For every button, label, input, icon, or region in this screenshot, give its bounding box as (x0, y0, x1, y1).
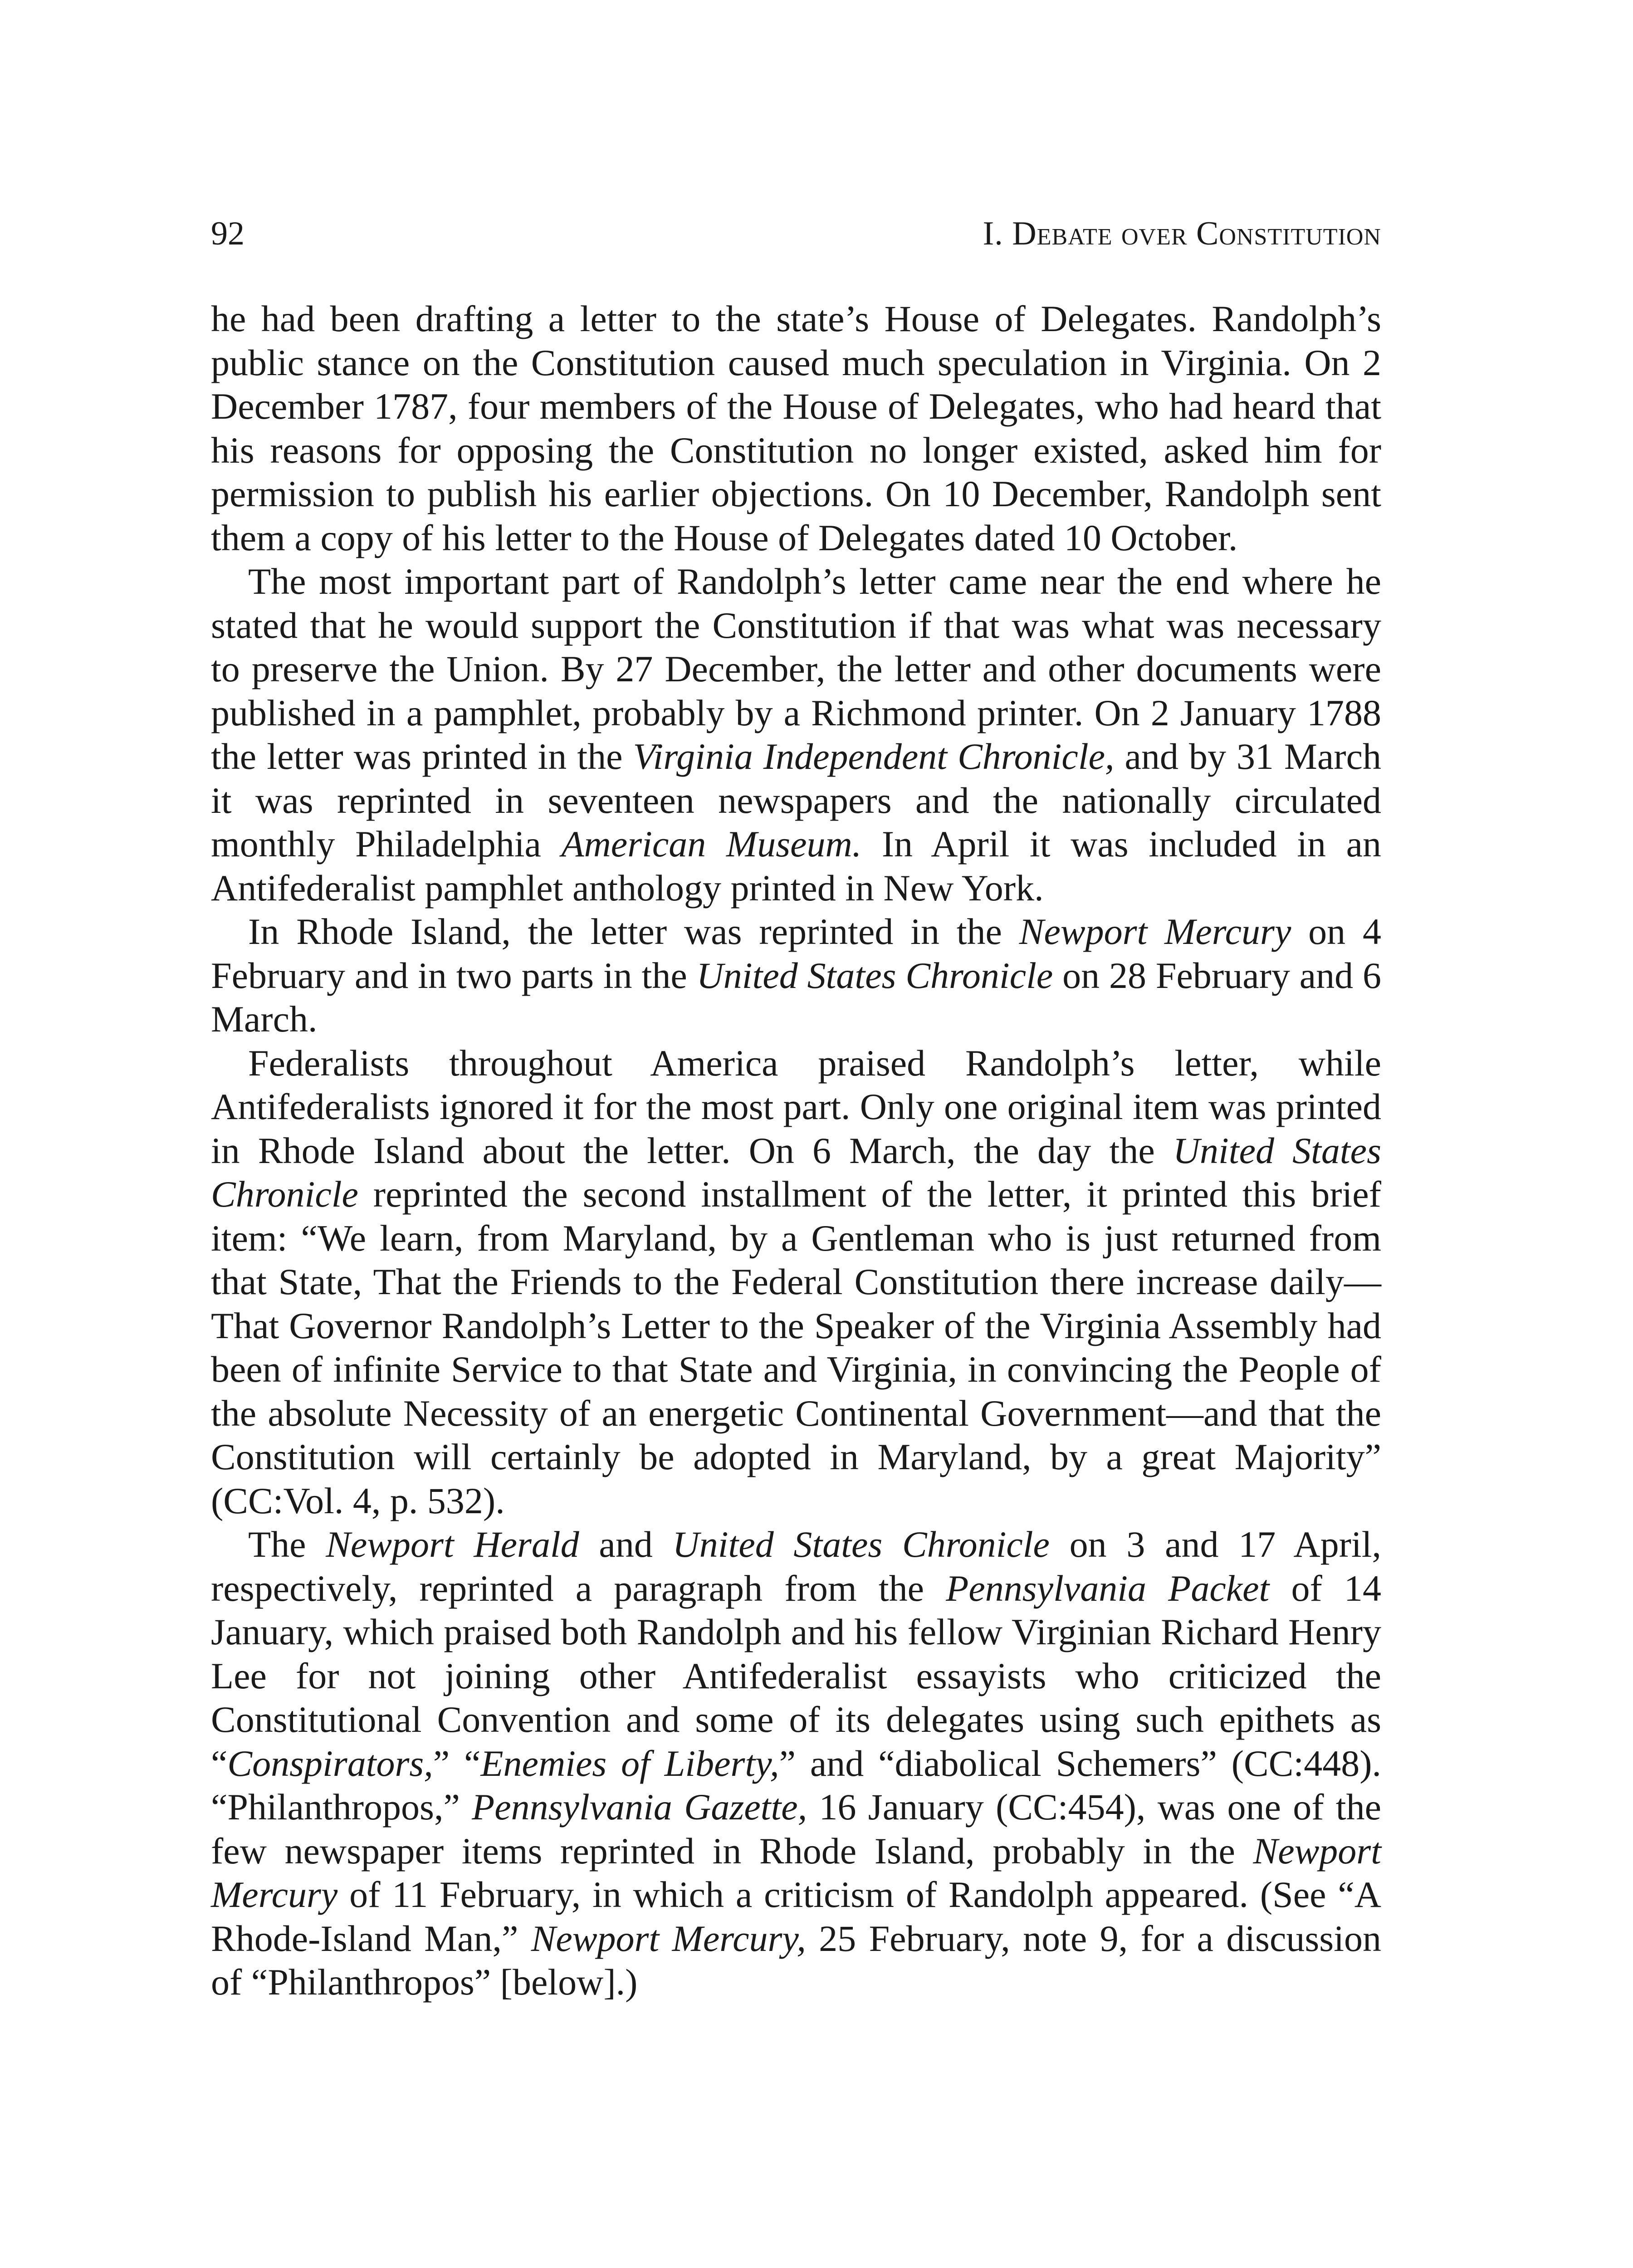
running-head (211, 213, 1381, 254)
italic-text: Newport Mercury, (531, 1917, 806, 1959)
text-run: The (248, 1524, 326, 1565)
text-run: In Rhode Island, the letter was reprinted in the (248, 911, 1019, 952)
text-run: on 4 February and in two parts in the (211, 911, 1382, 996)
italic-text: Newport Herald (326, 1524, 579, 1565)
book-page (211, 213, 1381, 2004)
italic-text: Enemies of Liberty, (480, 1742, 779, 1784)
text-run: Federalists throughout America praised Randolph’s letter, while Antifederalists ignored it for the most part. Only one original item was printed in Rhode Island about the letter. On 6 March, the day the (211, 1042, 1381, 1171)
text-run: 16 January (CC:454), was one of the few newspaper items reprinted in Rhode Island, probably in the (211, 1786, 1381, 1872)
paragraph (211, 910, 1381, 1041)
paragraph (211, 1041, 1381, 1523)
text-run: reprinted the second installment of the letter, it printed this brief item: “We learn, from Maryland, by a Gentleman who is just returned from that State, That the Friends to the Federal Constitution there increase daily—That Governor Randolph’s Letter to the Speaker of the Virginia Assembly had been of infinite Service to that State and Virginia, in convincing the People of the absolute Necessity of an energetic Continental Government—and that the Constitution will certainly be adopted in Maryland, by a great Majority” (CC:Vol. 4, p. 532). (211, 1173, 1381, 1521)
text-run: In April it was included in an Antifederalist pamphlet anthology printed in New York. (211, 823, 1381, 909)
italic-text: Pennsylvania Gazette, (472, 1786, 807, 1828)
paragraph (211, 297, 1381, 560)
text-run: on 28 February and 6 March. (211, 954, 1382, 1040)
text-run: The most important part of Randolph’s letter came near the end where he stated that he would support the Constitution if that was what was necessary to preserve the Union. By 27 December, the letter and other documents were published in a pamphlet, probably by a Richmond printer. On 2 January 1788 the letter was printed in the (211, 561, 1381, 777)
paragraph (211, 560, 1381, 910)
section-title: I. Debate over Constitution (983, 215, 1381, 252)
page-number: 92 (211, 215, 244, 252)
text-run: 25 February, note 9, for a discussion of “Philanthropos” [below].) (211, 1917, 1381, 2003)
italic-text: American Museum. (561, 823, 862, 865)
text-run: of 14 January, which praised both Randolph and his fellow Virginian Richard Henry Lee for not joining other Antifederalist essayists who criticized the Constitutional Convention and some of its delegates using such epithets as “ (211, 1567, 1382, 1784)
italic-text: Virginia Independent Chronicle, (633, 736, 1115, 777)
text-run: of 11 February, in which a criticism of Randolph appeared. (See “A Rhode-Island Man,” (211, 1874, 1381, 1959)
italic-text: Conspirators, (227, 1742, 433, 1784)
italic-text: Pennsylvania Packet (946, 1567, 1270, 1609)
body-text (211, 297, 1381, 2004)
text-run: ” “ (433, 1742, 481, 1784)
text-run: ” and “diabolical Schemers” (CC:448). “Philanthropos,” (211, 1742, 1381, 1828)
italic-text: United States Chronicle (672, 1524, 1050, 1565)
italic-text: United States Chronicle (211, 1129, 1381, 1215)
italic-text: Newport Mercury (211, 1830, 1381, 1915)
paragraph (211, 1523, 1381, 2004)
text-run: and (579, 1524, 673, 1565)
italic-text: Newport Mercury (1019, 911, 1291, 952)
text-run: he had been drafting a letter to the state’s House of Delegates. Randolph’s public stance on the Constitution caused much speculation in Virginia. On 2 December 1787, four members of the House of Delegates, who had heard that his reasons for opposing the Constitution no longer existed, asked him for permission to publish his earlier objections. On 10 December, Randolph sent them a copy of his letter to the House of Delegates dated 10 October. (211, 298, 1381, 558)
text-run: and by 31 March it was reprinted in seventeen newspapers and the nationally circulated monthly Philadelphia (211, 736, 1382, 865)
text-run: on 3 and 17 April, respectively, reprinted a paragraph from the (211, 1524, 1381, 1609)
italic-text: United States Chronicle (696, 954, 1053, 996)
